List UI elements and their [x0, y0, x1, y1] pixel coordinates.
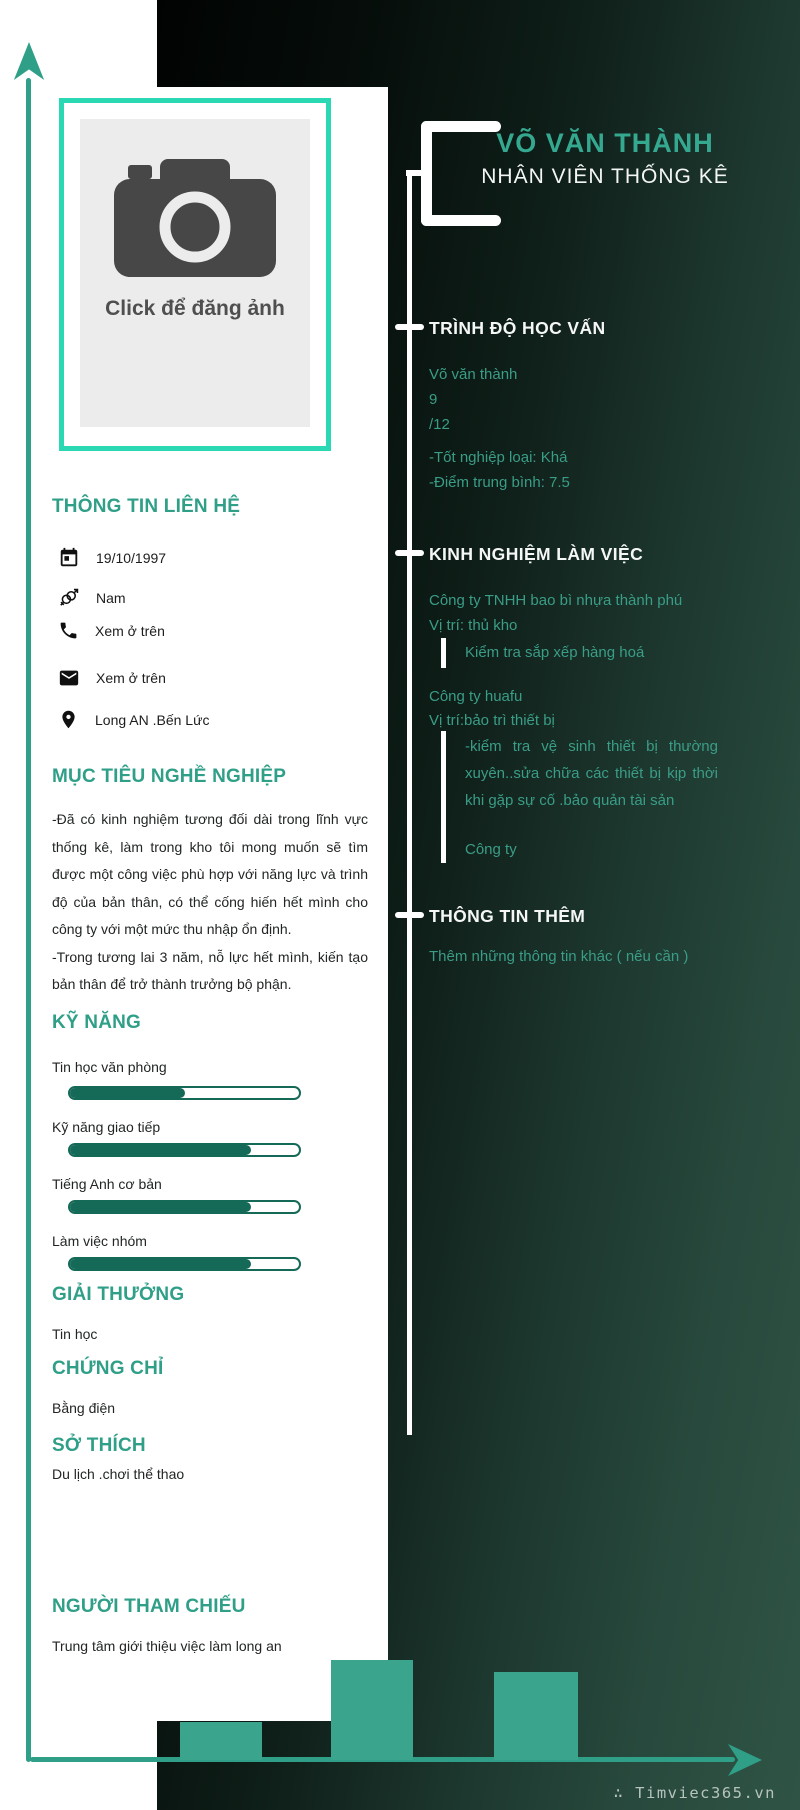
skill-label: Tiếng Anh cơ bản [52, 1176, 162, 1192]
job-position: Vị trí: thủ kho [429, 617, 518, 634]
hobbies-value: Du lịch .chơi thể thao [52, 1466, 185, 1482]
contact-item-gender [58, 587, 126, 609]
contact-value: Xem ở trên [95, 622, 165, 639]
decor-bar [331, 1660, 413, 1760]
timeline-line [407, 170, 412, 1435]
section-tick [395, 550, 424, 556]
certificates-value: Bằng điện [52, 1400, 116, 1416]
objective-text [52, 806, 368, 999]
hobbies-heading: SỞ THÍCH [52, 1435, 146, 1456]
duty-marker [441, 638, 446, 668]
contact-item-email [58, 667, 166, 689]
education-detail: -Tốt nghiệp loại: Khá [429, 449, 568, 466]
contact-value: Nam [96, 590, 126, 606]
y-axis-line [26, 78, 31, 1762]
education-block [429, 362, 570, 495]
email-icon [58, 667, 80, 689]
duty-marker [441, 731, 446, 863]
phone-icon [58, 620, 79, 641]
section-tick [395, 912, 424, 918]
education-line: Võ văn thành [429, 366, 518, 383]
skill-bar [68, 1086, 301, 1100]
additional-value: Thêm những thông tin khác ( nếu cần ) [429, 948, 689, 965]
education-detail: -Điểm trung bình: 7.5 [429, 474, 570, 491]
awards-value: Tin học [52, 1326, 98, 1342]
skill-label: Kỹ năng giao tiếp [52, 1119, 161, 1135]
watermark: ∴ Timviec365.vn [613, 1784, 776, 1802]
education-line: /12 [429, 416, 450, 433]
skill-bar-fill [70, 1145, 251, 1155]
skill-bar-fill [70, 1202, 251, 1212]
references-heading: NGƯỜI THAM CHIẾU [52, 1596, 246, 1617]
contact-value: Xem ở trên [96, 670, 166, 686]
education-heading: TRÌNH ĐỘ HỌC VẤN [429, 318, 606, 338]
skill-bar-fill [70, 1088, 185, 1098]
job-duty: Công ty [465, 841, 517, 858]
contact-item-birthday [58, 547, 166, 569]
objective-heading: MỤC TIÊU NGHỀ NGHIỆP [52, 766, 287, 787]
calendar-icon [58, 547, 80, 569]
person-name: VÕ VĂN THÀNH [496, 128, 714, 158]
decor-bar [494, 1672, 578, 1760]
education-line: 9 [429, 391, 438, 408]
gender-icon [58, 587, 80, 609]
job-duty: Kiểm tra sắp xếp hàng hoá [465, 644, 645, 661]
job-position: Vị trí:bảo trì thiết bị [429, 712, 555, 729]
experience-heading: KINH NGHIỆM LÀM VIỆC [429, 544, 644, 564]
decor-bar [180, 1722, 262, 1760]
contact-item-phone [58, 620, 165, 641]
name-bracket [421, 215, 501, 226]
skills-heading: KỸ NĂNG [52, 1012, 142, 1033]
job-company: Công ty TNHH bao bì nhựa thành phú [429, 592, 683, 609]
references-value: Trung tâm giới thiệu việc làm long an [52, 1638, 282, 1654]
objective-paragraph: -Trong tương lai 3 năm, nỗ lực hết mình, kiến tạo bản thân để trở thành trưởng bộ phận. [52, 948, 368, 992]
contact-value: 19/10/1997 [96, 550, 167, 566]
contact-item-address [58, 709, 209, 730]
skill-label: Làm việc nhóm [52, 1233, 147, 1249]
photo-upload-label: Click để đăng ảnh [105, 297, 285, 320]
location-icon [58, 709, 79, 730]
job-company: Công ty huafu [429, 688, 523, 705]
contact-heading: THÔNG TIN LIÊN HỆ [52, 496, 241, 517]
section-tick [395, 324, 424, 330]
job-duty: -kiểm tra vệ sinh thiết bị thường xuyên..sửa chữa các thiết bị kịp thời khi gặp sự cố .bảo quản tài sản [465, 738, 718, 809]
contact-value: Long AN .Bến Lức [95, 711, 210, 728]
skill-bar [68, 1143, 301, 1157]
y-axis-arrowhead-icon [11, 42, 47, 80]
camera-icon [110, 153, 280, 281]
objective-paragraph: -Đã có kinh nghiệm tương đối dài trong lĩnh vực thống kê, làm trong kho tôi mong muốn sẽ tìm được một công việc phù hợp với năng lực và trình độ của bản thân, có thể cống hiến hết mình cho công ty với một mức thu nhập ổn định. [52, 811, 368, 937]
awards-heading: GIẢI THƯỞNG [52, 1284, 185, 1305]
additional-heading: THÔNG TIN THÊM [429, 906, 586, 926]
certificates-heading: CHỨNG CHỈ [52, 1358, 164, 1379]
job-title: NHÂN VIÊN THỐNG KÊ [481, 165, 729, 188]
photo-upload-area[interactable] [80, 119, 310, 427]
skill-label: Tin học văn phòng [52, 1059, 167, 1075]
skill-bar [68, 1200, 301, 1214]
skill-bar [68, 1257, 301, 1271]
skill-bar-fill [70, 1259, 251, 1269]
